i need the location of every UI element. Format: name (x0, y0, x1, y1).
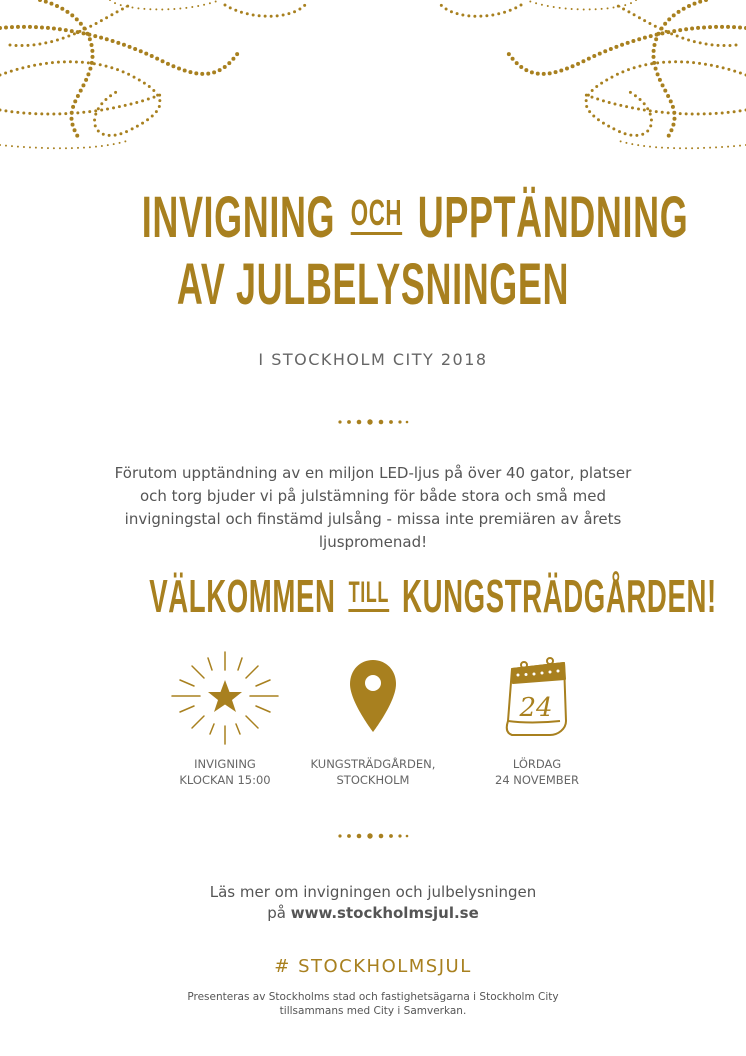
info-item-time (140, 648, 310, 788)
dot-divider (0, 418, 746, 426)
info-text (140, 756, 310, 788)
welcome-word: KUNGSTRÄDGÅRDEN! (402, 570, 717, 622)
page-title-line-2: AV JULBELYSNINGEN (176, 252, 570, 317)
info-text (452, 756, 622, 788)
info-line: KLOCKAN 15:00 (179, 773, 271, 787)
welcome-word: VÄLKOMMEN (149, 570, 336, 622)
location-pin-icon (288, 648, 458, 748)
calendar-icon (452, 648, 622, 748)
info-item-date (452, 648, 622, 788)
welcome-heading (149, 568, 717, 624)
footer-line: Presenteras av Stockholms stad och fastighetsägarna i Stockholm City (187, 991, 559, 1003)
info-text (288, 756, 458, 788)
info-line: STOCKHOLM (336, 773, 410, 787)
dot-divider (0, 832, 746, 840)
decorative-ornament-header (0, 0, 746, 160)
title-word: UPPTÄNDNING (417, 185, 689, 250)
footer-credits (0, 990, 746, 1018)
welcome-small-word: TILL (349, 577, 389, 612)
read-more-line (0, 903, 746, 924)
read-more-line: Läs mer om invigningen och julbelysningen (209, 883, 537, 901)
title-word: INVIGNING (141, 185, 336, 250)
info-line: 24 NOVEMBER (495, 773, 579, 787)
calendar-day: 24 (519, 693, 553, 723)
intro-paragraph: Förutom upptändning av en miljon LED-ljus på över 40 gator, platser och torg bjuder vi på julstämning för både stora och små med invigningstal och finstämd julsång - missa inte premiären av årets ljuspromenad! (114, 464, 632, 551)
info-line: KUNGSTRÄDGÅRDEN, (310, 757, 436, 771)
website-link[interactable]: www.stockholmsjul.se (290, 904, 479, 922)
read-more-prefix: på (267, 904, 286, 922)
page-title-line-1 (141, 185, 689, 250)
read-more-text (0, 882, 746, 924)
hashtag: # STOCKHOLMSJUL (274, 956, 472, 977)
info-line: LÖRDAG (512, 757, 562, 771)
footer-line: tillsammans med City i Samverkan. (279, 1005, 467, 1017)
subtitle: I STOCKHOLM CITY 2018 (258, 350, 488, 369)
title-small-word: OCH (350, 192, 403, 233)
star-burst-icon (140, 648, 310, 748)
info-line: INVIGNING (194, 757, 256, 771)
info-item-location (288, 648, 458, 788)
